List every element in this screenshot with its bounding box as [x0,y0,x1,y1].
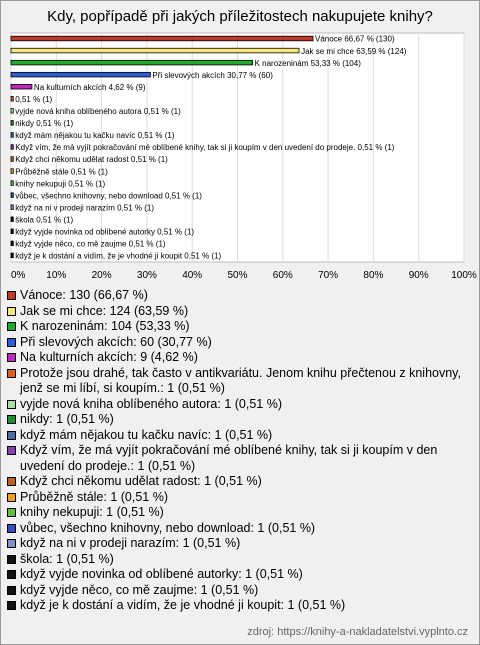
legend-swatch [7,570,16,579]
legend-label: když je k dostání a vidím, že je vhodné ji koupit: 1 (0,51 %) [20,598,346,612]
bar-label: Vánoce 66,67 % (130) [315,34,395,44]
legend-entry [7,428,475,444]
legend-swatch [7,431,16,440]
legend-swatch [7,555,16,564]
bar-chart [0,0,480,285]
x-tick-label: 60% [272,270,293,281]
bar-label: vůbec, všechno knihovny, nebo download 0,51 % (1) [15,191,202,201]
legend-entry [7,350,475,366]
legend-swatch [7,369,16,378]
legend-label: Na kulturních akcích: 9 (4,62 %) [20,350,198,364]
legend-label: Jak se mi chce: 124 (63,59 %) [20,303,189,318]
legend-label: K narozeninám: 104 (53,33 %) [20,319,190,333]
legend-swatch [7,291,16,300]
legend-label: když mám nějakou tu kačku navíc: 1 (0,51 %) [20,427,273,442]
x-tick-label: 80% [363,270,384,281]
bar-label: K narozeninám 53,33 % (104) [254,58,361,68]
bar-label: když vyjde novinka od oblíbené autorky 0,51 % (1) [15,227,195,237]
legend-label: škola: 1 (0,51 %) [20,551,114,566]
bar-label: nikdy 0,51 % (1) [15,119,74,129]
x-tick-label: 20% [91,270,112,281]
x-tick-label: 70% [318,270,339,281]
legend-label: Průběžně stále: 1 (0,51 %) [20,489,168,504]
bar-label: Jak se mi chce 63,59 % (124) [301,46,407,56]
x-tick-label: 0% [11,270,26,281]
x-tick-label: 90% [408,270,429,281]
bar [11,205,13,210]
legend-label: nikdy: 1 (0,51 %) [20,412,114,426]
bar [11,60,253,65]
bar-label: Na kulturních akcích 4,62 % (9) [33,82,146,92]
legend-entry [7,288,475,304]
legend-swatch [7,415,16,424]
bar-label: Průběžně stále 0,51 % (1) [15,167,108,177]
bar-label: když mám nějakou tu kačku navíc 0,51 % (1) [15,131,175,141]
legend-swatch [7,477,16,486]
legend-label: když vyjde novinka od oblíbené autorky: 1 (0,51 %) [20,567,303,581]
legend-label: vůbec, všechno knihovny, nebo download: 1 (0,51 %) [20,520,316,535]
bar-label: Při slevových akcích 30,77 % (60) [152,70,273,80]
legend-label: když na ni v prodeji narazím: 1 (0,51 %) [20,536,241,550]
legend-entry [7,490,475,506]
x-tick-label: 50% [227,270,248,281]
bar-label: když na ni v prodeji narazím 0,51 % (1) [15,203,155,213]
legend-label: Když vím, že má vyjít pokračování mé oblíbené knihy, tak si ji koupím v den uvedení do prodeje.: 1 (0,51 %) [20,443,438,473]
legend-swatch [7,400,16,409]
legend-swatch [7,601,16,610]
legend-entry [7,304,475,320]
bar [11,241,13,246]
bar [11,72,150,77]
legend-entry [7,397,475,413]
legend-entry [7,552,475,568]
legend-swatch [7,539,16,548]
legend-entry [7,598,475,614]
legend-entry [7,366,475,397]
legend-swatch [7,524,16,533]
bar [11,217,13,222]
legend-label: když vyjde něco, co mě zaujme: 1 (0,51 %) [20,582,259,597]
bar [11,193,13,198]
x-tick-label: 10% [46,270,67,281]
legend-entry [7,521,475,537]
bar [11,96,13,101]
legend-label: Při slevových akcích: 60 (30,77 %) [20,334,212,349]
legend-entry [7,474,475,490]
x-tick-label: 40% [182,270,203,281]
legend-swatch [7,446,16,455]
bar [11,169,13,174]
bar [11,133,13,138]
bar-label: když vyjde něco, co mě zaujme 0,51 % (1) [15,239,166,249]
legend-label: knihy nekupuji: 1 (0,51 %) [20,505,164,519]
bar-label: knihy nekupuji 0,51 % (1) [15,179,106,189]
legend-entry [7,583,475,599]
x-tick-label: 100% [451,270,477,281]
legend-entry [7,335,475,351]
legend-swatch [7,586,16,595]
bar [11,157,13,162]
bar [11,84,32,89]
x-tick-label: 30% [136,270,157,281]
legend-swatch [7,508,16,517]
legend-swatch [7,493,16,502]
chart-title: Kdy, popřípadě při jakých příležitostech nakupujete knihy? [47,8,433,25]
bar [11,229,13,234]
bar [11,253,13,258]
bar [11,109,13,114]
bar-label: vyjde nová kniha oblíbeného autora 0,51 % (1) [15,107,181,116]
bar [11,121,13,126]
legend-entry [7,536,475,552]
legend-swatch [7,322,16,331]
legend-label: Vánoce: 130 (66,67 %) [20,288,148,302]
bar-label: škola 0,51 % (1) [15,215,74,225]
legend-label: Když chci někomu udělat radost: 1 (0,51 %) [20,474,262,488]
bar [11,36,313,41]
legend-swatch [7,307,16,316]
bar [11,48,299,53]
legend-entry [7,505,475,521]
legend-swatch [7,353,16,362]
legend-label: Protože jsou drahé, tak často v antikvariátu. Jenom knihu přečtenou z knihovny, jenž se mi líbí, si koupím.: 1 (0,51 %) [20,365,461,395]
legend-label: vyjde nová kniha oblíbeného autora: 1 (0,51 %) [20,396,282,411]
bar-label: 0,51 % (1) [15,94,53,104]
chart-legend [7,288,475,614]
legend-entry [7,319,475,335]
legend-swatch [7,338,16,347]
bar-label: Když vím, že má vyjít pokračování mé oblíbené knihy, tak si ji koupím v den uvedení do prodeje. 0,51 % (1) [15,143,395,153]
legend-entry [7,412,475,428]
bar-label: když je k dostání a vidím, že je vhodné ji koupit 0,51 % (1) [15,251,222,261]
bar [11,181,13,186]
source-note: zdroj: https://knihy-a-nakladatelstvi.vyplnto.cz [247,626,468,638]
legend-entry [7,567,475,583]
bar-label: Když chci někomu udělat radost 0,51 % (1) [15,155,168,165]
bar [11,145,13,150]
legend-entry [7,443,475,474]
